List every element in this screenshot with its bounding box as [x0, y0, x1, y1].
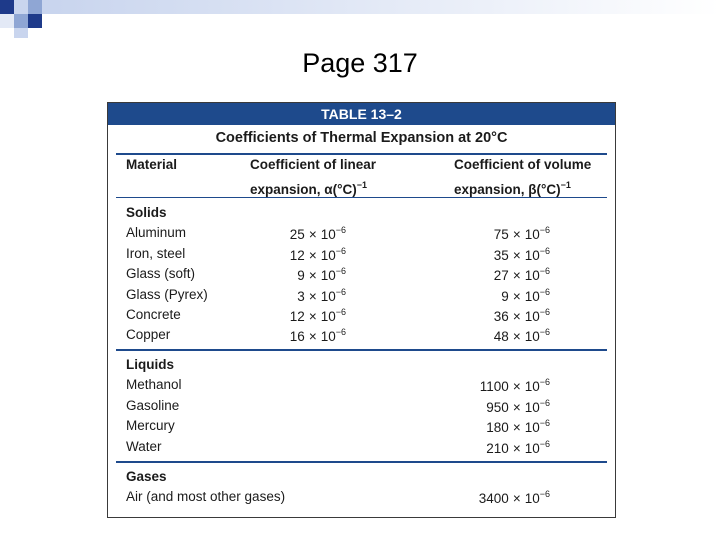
power-exponent: −6: [335, 327, 346, 338]
material-name: Methanol: [126, 377, 182, 393]
column-header-volume-line1: Coefficient of volume: [454, 157, 592, 172]
power-exponent: −6: [335, 286, 346, 297]
column-header-linear-line2: expansion, α(°C): [250, 182, 357, 197]
power-base: 10: [320, 329, 336, 345]
material-name: Mercury: [126, 418, 175, 434]
linear-coefficient: [290, 225, 346, 242]
power-base: 10: [524, 309, 540, 324]
volume-coefficient: [486, 418, 550, 435]
power-exponent: −6: [539, 418, 550, 429]
times-sign: ×: [308, 268, 317, 284]
power-base: 10: [320, 288, 336, 304]
volume-coefficient: [479, 489, 550, 506]
decor-square: [14, 14, 28, 28]
coefficient-mantissa: 180: [486, 420, 509, 436]
times-sign: ×: [512, 247, 521, 263]
power-exponent: −6: [335, 307, 346, 317]
section-rule: [116, 461, 607, 463]
volume-coefficient: [486, 398, 550, 415]
linear-coefficient: [290, 327, 346, 344]
table-row: [126, 327, 606, 347]
coefficient-mantissa: 27: [493, 268, 509, 284]
coefficient-mantissa: 3: [297, 288, 305, 304]
volume-coefficient: [480, 377, 550, 394]
decor-square: [28, 14, 42, 28]
times-sign: ×: [512, 379, 521, 395]
material-name: Water: [126, 438, 162, 454]
times-sign: ×: [512, 227, 521, 243]
decor-square: [0, 0, 14, 14]
power-exponent: −6: [335, 225, 346, 236]
section-title: Solids: [126, 205, 167, 220]
material-name: Iron, steel: [126, 245, 186, 261]
table-caption: Coefficients of Thermal Expansion at 20°C: [215, 130, 508, 146]
power-base: 10: [524, 440, 540, 456]
material-name: Gasoline: [126, 397, 180, 413]
decor-square: [42, 0, 56, 14]
decor-square: [0, 14, 14, 28]
times-sign: ×: [512, 329, 521, 345]
power-exponent: −6: [539, 245, 550, 256]
times-sign: ×: [512, 420, 521, 436]
volume-coefficient: [494, 225, 550, 242]
power-exponent: −6: [539, 377, 550, 388]
decor-square: [14, 28, 28, 38]
material-name: Glass (soft): [126, 266, 196, 282]
power-base: 10: [524, 329, 540, 345]
coefficient-mantissa: 9: [297, 268, 305, 284]
times-sign: ×: [512, 268, 521, 284]
power-exponent: −6: [539, 266, 550, 277]
coefficient-mantissa: 3400: [478, 491, 509, 507]
power-exponent: −6: [539, 286, 550, 297]
power-base: 10: [524, 268, 540, 284]
power-base: 10: [524, 379, 540, 395]
section-title: Liquids: [126, 357, 174, 372]
slide-decoration: [0, 0, 720, 40]
volume-coefficient: [486, 439, 550, 456]
power-base: 10: [320, 268, 336, 284]
linear-coefficient: [290, 246, 346, 263]
volume-coefficient: [494, 307, 550, 324]
table-row: [126, 225, 606, 245]
decor-square: [14, 0, 28, 14]
section-title: Gases: [126, 469, 167, 484]
coefficient-mantissa: 25: [289, 227, 305, 243]
material-name: Air (and most other gases): [126, 489, 286, 505]
times-sign: ×: [308, 309, 317, 324]
volume-coefficient: [494, 266, 550, 283]
column-header-linear-line1: Coefficient of linear: [250, 157, 377, 172]
linear-coefficient: [290, 307, 346, 324]
columns-rule: [116, 197, 607, 198]
table-row: [126, 418, 606, 438]
column-header-volume-exp: −1: [560, 180, 571, 190]
page-title: Page 317: [302, 48, 418, 78]
coefficient-mantissa: 75: [493, 227, 509, 243]
times-sign: ×: [308, 247, 317, 263]
volume-coefficient: [501, 287, 550, 304]
power-base: 10: [524, 491, 540, 507]
power-exponent: −6: [335, 266, 346, 277]
coefficient-mantissa: 16: [289, 329, 305, 345]
table-row: [126, 287, 606, 307]
linear-coefficient: [297, 287, 346, 304]
power-base: 10: [524, 420, 540, 436]
coefficient-mantissa: 12: [289, 247, 305, 263]
coefficient-mantissa: 1100: [479, 379, 509, 395]
power-base: 10: [524, 247, 540, 263]
times-sign: ×: [308, 329, 317, 345]
power-base: 10: [320, 227, 336, 243]
table-row: [126, 266, 606, 286]
column-header-linear-exp: −1: [356, 180, 367, 190]
coefficient-mantissa: 35: [493, 247, 509, 263]
section-rule: [116, 349, 607, 351]
table-row: [126, 246, 606, 266]
decor-square: [28, 0, 42, 14]
power-exponent: −6: [539, 225, 550, 236]
column-header-volume: [454, 155, 591, 200]
column-header-material: Material: [126, 157, 178, 172]
table-row: [126, 489, 606, 509]
power-exponent: −6: [539, 489, 550, 500]
material-name: Glass (Pyrex): [126, 286, 208, 302]
power-base: 10: [320, 309, 336, 324]
material-name: Aluminum: [126, 225, 187, 241]
coefficient-mantissa: 12: [289, 309, 305, 324]
power-exponent: −6: [539, 307, 550, 317]
table-row: [126, 439, 606, 459]
power-base: 10: [524, 227, 540, 243]
decor-stripe: [56, 0, 720, 14]
power-base: 10: [524, 399, 540, 415]
times-sign: ×: [512, 288, 521, 304]
times-sign: ×: [512, 309, 521, 324]
power-exponent: −6: [539, 327, 550, 338]
times-sign: ×: [512, 440, 521, 456]
table-row: [126, 377, 606, 397]
times-sign: ×: [512, 399, 521, 415]
times-sign: ×: [512, 491, 521, 507]
coefficient-mantissa: 36: [493, 309, 509, 324]
column-header-linear: [250, 155, 376, 200]
power-base: 10: [320, 247, 336, 263]
table-number: TABLE 13–2: [108, 103, 615, 125]
volume-coefficient: [494, 246, 550, 263]
power-exponent: −6: [539, 438, 550, 449]
coefficient-mantissa: 950: [486, 399, 509, 415]
material-name: Concrete: [126, 307, 181, 322]
power-exponent: −6: [539, 397, 550, 408]
thermal-expansion-table: [107, 102, 616, 518]
material-name: Copper: [126, 327, 171, 343]
volume-coefficient: [494, 327, 550, 344]
table-row: [126, 307, 606, 327]
times-sign: ×: [308, 288, 317, 304]
table-row: [126, 398, 606, 418]
coefficient-mantissa: 9: [501, 288, 509, 304]
column-header-volume-line2: expansion, β(°C): [454, 182, 561, 197]
power-exponent: −6: [335, 245, 346, 256]
coefficient-mantissa: 48: [493, 329, 509, 345]
power-base: 10: [524, 288, 540, 304]
linear-coefficient: [297, 266, 346, 283]
times-sign: ×: [308, 227, 317, 243]
coefficient-mantissa: 210: [486, 440, 509, 456]
